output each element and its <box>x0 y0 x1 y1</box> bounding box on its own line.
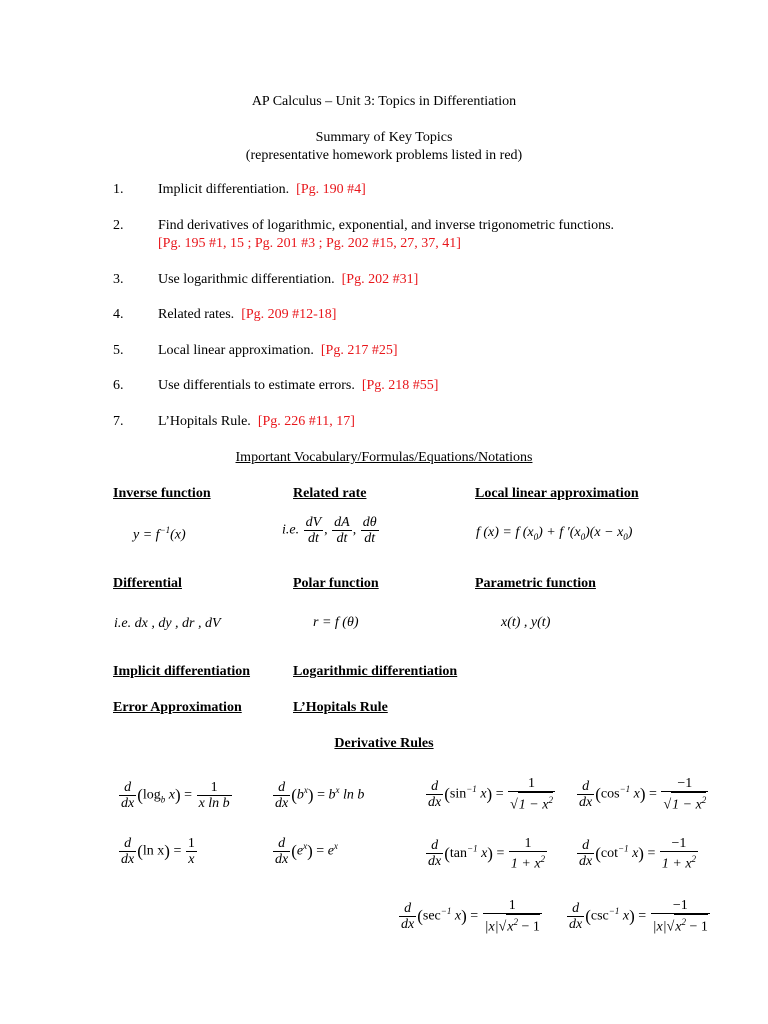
topic-number: 6. <box>113 378 124 393</box>
derivative-rules-title: Derivative Rules <box>334 736 434 751</box>
parametric-formula: x(t) , y(t) <box>501 615 551 630</box>
related-rate-formula: i.e. $\frac{dV}{dt}$ , $\frac{dA}{dt}$ , $\frac{d\theta}{dt}$ <box>282 515 377 546</box>
summary-subtitle: (representative homework problems listed in red) <box>245 148 523 163</box>
log-diff-heading: Logarithmic differentiation <box>293 664 458 679</box>
local-linear-formula: f (x) = f $(x_0) + f$ $'(x_0)(x - x_0)$ <box>476 525 633 542</box>
topic-text: Use differentials to estimate errors. [Pg. 218 #55] <box>158 378 439 393</box>
topic-reference: [Pg. 217 #25] <box>320 343 398 358</box>
topic-reference: [Pg. 195 #1, 15 ; Pg. 201 #3 ; Pg. 202 #15, 27, 37, 41] <box>158 236 461 251</box>
page-title: AP Calculus – Unit 3: Topics in Differentiation <box>251 94 517 109</box>
rule-log-b: $\frac{d}{dx}$ ($\log_b$ x) = $\frac{1}{\text{x ln b}}$ <box>121 780 230 811</box>
topic-number: 7. <box>113 414 124 429</box>
polar-function-heading: Polar function <box>293 576 379 591</box>
topic-text: L’Hopitals Rule. [Pg. 226 #11, 17] <box>158 414 355 429</box>
topic-number: 3. <box>113 272 124 287</box>
rule-ln: $\frac{d}{dx}$ (ln x) = $\frac{1}{x}$ <box>121 836 195 867</box>
rule-exponential-b: $\frac{d}{dx}$ $(b^x) = b^x$ ln b <box>275 780 365 811</box>
topic-number: 4. <box>113 307 124 322</box>
differential-formula: i.e. dx , dy , dr , dV <box>114 616 221 631</box>
differential-heading: Differential <box>113 576 182 591</box>
error-approx-heading: Error Approximation <box>113 700 242 715</box>
topic-number: 1. <box>113 182 124 197</box>
topic-text: Find derivatives of logarithmic, exponential, and inverse trigonometric functions. <box>158 218 615 233</box>
inverse-function-formula: $y = f^{-1}(x)$ <box>133 525 186 543</box>
rule-exponential-e: $\frac{d}{dx}$ $(e^x) = e^x$ <box>275 836 338 867</box>
related-rate-heading: Related rate <box>293 486 367 501</box>
rule-arcsin: $\frac{d}{dx}$ ($\sin^{-1}$ x) = $\frac{1}{√1 - x^2}$ <box>428 776 553 813</box>
topic-reference: [Pg. 202 #31] <box>341 272 419 287</box>
rule-arctan: $\frac{d}{dx}$ ($\tan^{-1}$ x) = $\frac{1}{1 + x^2}$ <box>428 836 546 872</box>
topic-text: Use logarithmic differentiation. [Pg. 202 #31] <box>158 272 419 287</box>
lhopital-heading: L’Hopitals Rule <box>293 700 388 715</box>
topic-number: 2. <box>113 218 124 233</box>
parametric-function-heading: Parametric function <box>475 576 596 591</box>
local-linear-heading: Local linear approximation <box>475 486 639 501</box>
implicit-diff-heading: Implicit differentiation <box>113 664 251 679</box>
rule-arcsec: $\frac{d}{dx}$ ($\sec^{-1}$ x) = $\frac{1}{|x|√x^2 - 1}$ <box>401 898 540 935</box>
rule-arccsc: $\frac{d}{dx}$ ($\csc^{-1}$ x) = $\frac{-1}{|x|√x^2 - 1}$ <box>569 898 708 935</box>
topic-reference: [Pg. 190 #4] <box>296 182 366 197</box>
summary-title: Summary of Key Topics <box>315 130 453 145</box>
topic-number: 5. <box>113 343 124 358</box>
topic-reference: [Pg. 226 #11, 17] <box>257 414 355 429</box>
topic-text: Related rates. [Pg. 209 #12-18] <box>158 307 337 322</box>
topic-text: Local linear approximation. [Pg. 217 #25] <box>158 343 398 358</box>
inverse-function-heading: Inverse function <box>113 486 211 501</box>
rule-arccot: $\frac{d}{dx}$ ($\cot^{-1}$ x) = $\frac{-1}{1 + x^2}$ <box>579 836 697 872</box>
vocab-title: Important Vocabulary/Formulas/Equations/Notations <box>235 450 533 465</box>
topic-text: Implicit differentiation. [Pg. 190 #4] <box>158 182 366 197</box>
rule-arccos: $\frac{d}{dx}$ ($\cos^{-1}$ x) = $\frac{-1}{√1 - x^2}$ <box>579 776 707 813</box>
polar-formula: r = f (θ) <box>313 615 359 630</box>
topic-reference: [Pg. 209 #12-18] <box>241 307 337 322</box>
topic-reference: [Pg. 218 #55] <box>361 378 439 393</box>
